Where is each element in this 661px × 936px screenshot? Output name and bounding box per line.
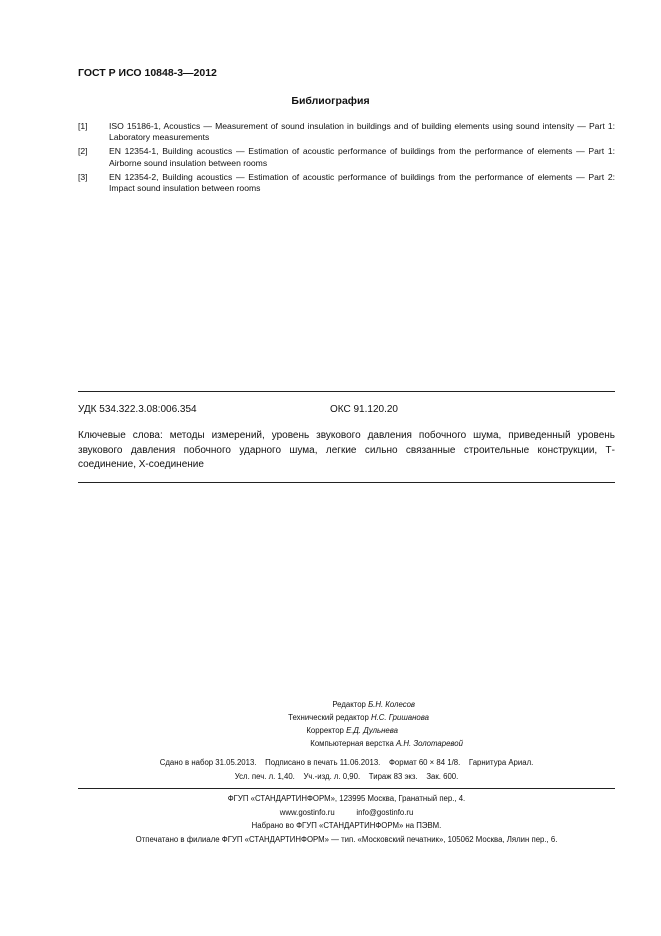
print-info-row: Сдано в набор 31.05.2013. Подписано в печать 11.06.2013. Формат 60 × 84 1/8. Гарнитура Ариал.: [159, 758, 534, 767]
bibliography-item: [78, 146, 615, 168]
credit-label: Технический редактор: [288, 713, 369, 722]
credit-label: Компьютерная верстка: [310, 739, 394, 748]
credit-name: Б.Н. Колесов: [368, 700, 415, 709]
credit-tech-editor: [200, 711, 429, 724]
credit-editor: [200, 698, 415, 711]
bibliography-title: Библиография: [291, 95, 370, 107]
reference-number: [3]: [78, 171, 88, 182]
credit-name: А.Н. Золотаревой: [395, 739, 463, 748]
credit-label: Редактор: [332, 700, 366, 709]
credit-layout: [200, 737, 463, 750]
print-info-row: Усл. печ. л. 1,40. Уч.-изд. л. 0,90. Тираж 83 экз. Зак. 600.: [234, 772, 459, 781]
reference-number: [1]: [78, 121, 88, 131]
reference-text: ISO 15186-1, Acoustics — Measurement of sound insulation in buildings and of building elements using sound intensity — Part 1: Laboratory measurements: [109, 121, 615, 143]
divider-top: [78, 391, 615, 392]
divider-imprint: [78, 788, 615, 789]
imprint-line: www.gostinfo.ru info@gostinfo.ru: [279, 807, 414, 817]
reference-text: EN 12354-1, Building acoustics — Estimation of acoustic performance of buildings from the performance of elements — Part 1: Airborne sound insulation between rooms: [109, 146, 615, 168]
credit-proofreader: [200, 724, 398, 737]
print-info-block: [78, 756, 615, 784]
imprint-line: Набрано во ФГУП «СТАНДАРТИНФОРМ» на ПЭВМ.: [251, 821, 442, 830]
reference-number: [2]: [78, 146, 88, 157]
credit-label: Корректор: [306, 726, 344, 735]
bibliography-list: [78, 121, 615, 197]
imprint-line: Отпечатано в филиале ФГУП «СТАНДАРТИНФОРМ» — тип. «Московский печатник», 105062 Москва, Лялин пер., 6.: [135, 834, 558, 844]
reference-text: EN 12354-2, Building acoustics — Estimation of acoustic performance of buildings from the performance of elements — Part 2: Impact sound insulation between rooms: [109, 171, 615, 194]
bibliography-item: [78, 121, 615, 143]
imprint-line: ФГУП «СТАНДАРТИНФОРМ», 123995 Москва, Гранатный пер., 4.: [227, 794, 466, 803]
credit-name: Н.С. Гришанова: [370, 713, 429, 722]
oks-code: ОКС 91.120.20: [330, 404, 398, 415]
imprint-block: [78, 792, 615, 846]
keywords-paragraph: Ключевые слова: методы измерений, уровень звукового давления побочного шума, приведенный уровень звукового давления побочного ударного шума, легкие сильно связанные строительные конструкции, Т-соединение, Х-соединение: [78, 430, 615, 470]
credit-name: Е.Д. Дульнева: [346, 726, 398, 735]
credits-block: [200, 698, 500, 750]
standard-header: ГОСТ Р ИСО 10848-3—2012: [78, 67, 217, 79]
divider-bottom: [78, 482, 615, 483]
bibliography-item: [78, 172, 615, 194]
udc-code: УДК 534.322.3.08:006.354: [78, 404, 197, 415]
